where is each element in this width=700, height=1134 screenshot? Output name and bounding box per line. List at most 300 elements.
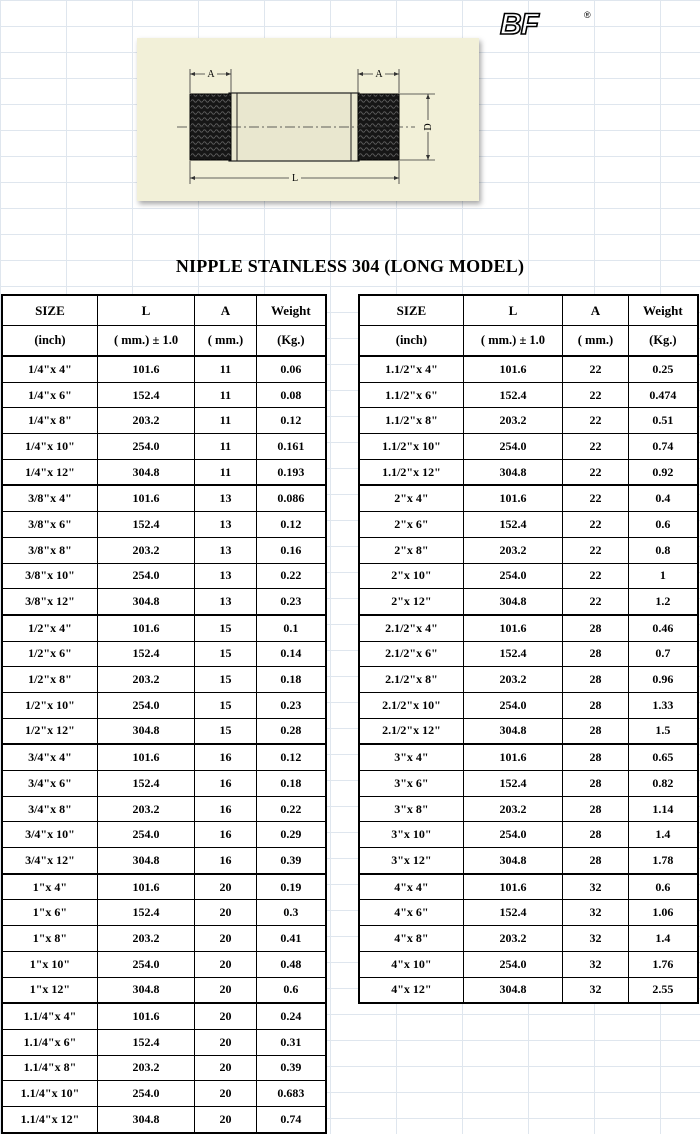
cell-a: 22 xyxy=(563,537,629,563)
label-l: L xyxy=(291,173,299,184)
cell-weight: 0.3 xyxy=(256,900,326,926)
cell-a: 11 xyxy=(195,459,257,485)
cell-length: 304.8 xyxy=(463,718,562,744)
unit-l: ( mm.) ± 1.0 xyxy=(463,326,562,357)
cell-length: 101.6 xyxy=(97,744,194,770)
cell-a: 22 xyxy=(563,356,629,382)
cell-weight: 0.23 xyxy=(256,589,326,615)
cell-length: 152.4 xyxy=(463,771,562,797)
cell-size: 3/4"x 6" xyxy=(2,771,97,797)
cell-length: 254.0 xyxy=(463,692,562,718)
cell-weight: 0.8 xyxy=(628,537,698,563)
label-a-right: A xyxy=(375,69,383,80)
cell-length: 152.4 xyxy=(463,512,562,538)
cell-weight: 0.92 xyxy=(628,459,698,485)
cell-size: 2.1/2"x 10" xyxy=(359,692,463,718)
cell-a: 13 xyxy=(195,537,257,563)
cell-size: 3"x 4" xyxy=(359,744,463,770)
table-row xyxy=(359,434,698,460)
cell-length: 152.4 xyxy=(463,900,562,926)
cell-weight: 0.16 xyxy=(256,537,326,563)
cell-weight: 1.4 xyxy=(628,822,698,848)
cell-size: 3/4"x 4" xyxy=(2,744,97,770)
table-body-right xyxy=(359,356,698,1003)
table-row xyxy=(2,874,326,900)
header-a: A xyxy=(563,295,629,326)
cell-length: 203.2 xyxy=(97,1055,194,1081)
table-body-left xyxy=(2,356,326,1133)
cell-size: 1.1/2"x 4" xyxy=(359,356,463,382)
cell-size: 1.1/4"x 4" xyxy=(2,1003,97,1029)
cell-length: 254.0 xyxy=(463,951,562,977)
cell-a: 11 xyxy=(195,434,257,460)
cell-weight: 0.18 xyxy=(256,771,326,797)
cell-a: 13 xyxy=(195,589,257,615)
cell-length: 203.2 xyxy=(97,926,194,952)
table-row xyxy=(2,537,326,563)
unit-weight: (Kg.) xyxy=(628,326,698,357)
cell-size: 3"x 8" xyxy=(359,796,463,822)
cell-a: 22 xyxy=(563,434,629,460)
cell-length: 152.4 xyxy=(97,771,194,797)
table-header xyxy=(2,295,326,356)
cell-a: 15 xyxy=(195,692,257,718)
cell-size: 1/4"x 6" xyxy=(2,382,97,408)
label-d: D xyxy=(423,123,434,131)
table-row xyxy=(2,408,326,434)
cell-a: 20 xyxy=(195,977,257,1003)
cell-weight: 0.51 xyxy=(628,408,698,434)
nipple-diagram xyxy=(137,38,479,201)
cell-a: 20 xyxy=(195,1055,257,1081)
table-row xyxy=(359,744,698,770)
cell-a: 22 xyxy=(563,589,629,615)
label-a-left: A xyxy=(207,69,215,80)
cell-length: 203.2 xyxy=(463,667,562,693)
cell-size: 1"x 12" xyxy=(2,977,97,1003)
cell-a: 13 xyxy=(195,485,257,511)
cell-weight: 0.65 xyxy=(628,744,698,770)
cell-size: 3"x 6" xyxy=(359,771,463,797)
cell-size: 1/2"x 4" xyxy=(2,615,97,641)
table-row xyxy=(359,408,698,434)
cell-length: 254.0 xyxy=(97,951,194,977)
table-row xyxy=(2,951,326,977)
cell-length: 304.8 xyxy=(97,718,194,744)
cell-size: 2.1/2"x 12" xyxy=(359,718,463,744)
cell-weight: 0.683 xyxy=(256,1081,326,1107)
table-row xyxy=(2,718,326,744)
cell-size: 1"x 8" xyxy=(2,926,97,952)
cell-weight: 0.12 xyxy=(256,744,326,770)
cell-length: 101.6 xyxy=(463,356,562,382)
cell-a: 28 xyxy=(563,822,629,848)
cell-length: 101.6 xyxy=(463,485,562,511)
unit-a: ( mm.) xyxy=(195,326,257,357)
cell-size: 1/2"x 6" xyxy=(2,641,97,667)
cell-weight: 0.19 xyxy=(256,874,326,900)
table-row xyxy=(359,641,698,667)
table-row xyxy=(359,692,698,718)
cell-weight: 2.55 xyxy=(628,977,698,1003)
cell-a: 16 xyxy=(195,744,257,770)
cell-weight: 0.39 xyxy=(256,1055,326,1081)
cell-size: 1/2"x 8" xyxy=(2,667,97,693)
cell-size: 2.1/2"x 6" xyxy=(359,641,463,667)
cell-weight: 0.193 xyxy=(256,459,326,485)
cell-length: 203.2 xyxy=(97,796,194,822)
cell-size: 1/4"x 8" xyxy=(2,408,97,434)
cell-a: 20 xyxy=(195,1106,257,1132)
cell-size: 1.1/4"x 8" xyxy=(2,1055,97,1081)
cell-a: 15 xyxy=(195,641,257,667)
cell-a: 20 xyxy=(195,874,257,900)
logo-text: BF xyxy=(500,8,538,38)
header-weight: Weight xyxy=(256,295,326,326)
cell-a: 22 xyxy=(563,485,629,511)
table-row xyxy=(2,1029,326,1055)
cell-length: 304.8 xyxy=(97,977,194,1003)
cell-a: 32 xyxy=(563,900,629,926)
table-row xyxy=(2,744,326,770)
cell-size: 3/8"x 10" xyxy=(2,563,97,589)
cell-size: 2"x 12" xyxy=(359,589,463,615)
cell-size: 2"x 10" xyxy=(359,563,463,589)
spec-table-left xyxy=(1,294,327,1134)
cell-size: 1/2"x 10" xyxy=(2,692,97,718)
cell-weight: 0.82 xyxy=(628,771,698,797)
cell-length: 304.8 xyxy=(463,977,562,1003)
cell-a: 15 xyxy=(195,615,257,641)
cell-weight: 0.25 xyxy=(628,356,698,382)
table-row xyxy=(359,771,698,797)
cell-a: 16 xyxy=(195,822,257,848)
cell-size: 4"x 8" xyxy=(359,926,463,952)
table-row xyxy=(2,641,326,667)
cell-weight: 0.1 xyxy=(256,615,326,641)
table-row xyxy=(2,771,326,797)
cell-weight: 0.39 xyxy=(256,848,326,874)
cell-weight: 0.29 xyxy=(256,822,326,848)
cell-size: 1.1/2"x 6" xyxy=(359,382,463,408)
cell-length: 254.0 xyxy=(463,822,562,848)
bf-logo xyxy=(498,8,596,38)
cell-weight: 0.12 xyxy=(256,512,326,538)
table-row xyxy=(2,926,326,952)
cell-length: 304.8 xyxy=(97,848,194,874)
cell-weight: 0.4 xyxy=(628,485,698,511)
cell-size: 1/4"x 4" xyxy=(2,356,97,382)
cell-length: 152.4 xyxy=(97,1029,194,1055)
cell-weight: 0.41 xyxy=(256,926,326,952)
cell-length: 101.6 xyxy=(97,874,194,900)
cell-size: 1.1/2"x 8" xyxy=(359,408,463,434)
cell-size: 1.1/4"x 12" xyxy=(2,1106,97,1132)
cell-length: 304.8 xyxy=(463,848,562,874)
cell-length: 152.4 xyxy=(97,512,194,538)
table-row xyxy=(2,1003,326,1029)
cell-size: 1"x 6" xyxy=(2,900,97,926)
cell-length: 254.0 xyxy=(463,434,562,460)
cell-length: 152.4 xyxy=(97,900,194,926)
cell-size: 3/4"x 10" xyxy=(2,822,97,848)
cell-a: 28 xyxy=(563,641,629,667)
cell-weight: 1.33 xyxy=(628,692,698,718)
cell-weight: 0.23 xyxy=(256,692,326,718)
table-row xyxy=(2,1081,326,1107)
cell-a: 28 xyxy=(563,744,629,770)
table-row xyxy=(359,796,698,822)
cell-size: 3/8"x 4" xyxy=(2,485,97,511)
table-row xyxy=(2,848,326,874)
cell-weight: 0.74 xyxy=(628,434,698,460)
table-row xyxy=(2,589,326,615)
table-row xyxy=(2,615,326,641)
header-a: A xyxy=(195,295,257,326)
cell-length: 152.4 xyxy=(463,641,562,667)
cell-length: 304.8 xyxy=(97,459,194,485)
cell-length: 101.6 xyxy=(97,615,194,641)
cell-a: 13 xyxy=(195,563,257,589)
cell-size: 3/4"x 8" xyxy=(2,796,97,822)
cell-length: 101.6 xyxy=(97,485,194,511)
cell-length: 203.2 xyxy=(463,537,562,563)
cell-length: 254.0 xyxy=(97,1081,194,1107)
page-title: NIPPLE STAINLESS 304 (LONG MODEL) xyxy=(175,256,525,276)
header-weight: Weight xyxy=(628,295,698,326)
cell-weight: 0.22 xyxy=(256,796,326,822)
cell-length: 203.2 xyxy=(463,408,562,434)
cell-a: 11 xyxy=(195,408,257,434)
cell-weight: 1.2 xyxy=(628,589,698,615)
table-row xyxy=(359,667,698,693)
cell-size: 2.1/2"x 8" xyxy=(359,667,463,693)
cell-weight: 0.086 xyxy=(256,485,326,511)
table-row xyxy=(359,718,698,744)
cell-size: 1"x 4" xyxy=(2,874,97,900)
table-row xyxy=(2,692,326,718)
table-row xyxy=(2,563,326,589)
cell-weight: 1.06 xyxy=(628,900,698,926)
cell-weight: 1.78 xyxy=(628,848,698,874)
cell-a: 11 xyxy=(195,356,257,382)
cell-a: 28 xyxy=(563,692,629,718)
table-row xyxy=(2,512,326,538)
cell-weight: 1.4 xyxy=(628,926,698,952)
cell-size: 1"x 10" xyxy=(2,951,97,977)
table-row xyxy=(359,615,698,641)
table-row xyxy=(2,382,326,408)
cell-a: 28 xyxy=(563,771,629,797)
cell-a: 20 xyxy=(195,1003,257,1029)
table-row xyxy=(359,926,698,952)
cell-size: 4"x 12" xyxy=(359,977,463,1003)
cell-a: 20 xyxy=(195,951,257,977)
spec-table-right xyxy=(358,294,699,1004)
cell-size: 1/2"x 12" xyxy=(2,718,97,744)
cell-length: 254.0 xyxy=(97,822,194,848)
table-row xyxy=(2,356,326,382)
header-l: L xyxy=(97,295,194,326)
cell-size: 3/8"x 6" xyxy=(2,512,97,538)
table-row xyxy=(2,977,326,1003)
cell-a: 22 xyxy=(563,512,629,538)
cell-a: 20 xyxy=(195,900,257,926)
table-row xyxy=(2,822,326,848)
table-row xyxy=(359,874,698,900)
table-row xyxy=(359,951,698,977)
bf-logo-graphic xyxy=(498,8,596,38)
cell-a: 22 xyxy=(563,459,629,485)
cell-weight: 0.12 xyxy=(256,408,326,434)
cell-a: 22 xyxy=(563,382,629,408)
cell-length: 203.2 xyxy=(463,926,562,952)
table-row xyxy=(2,434,326,460)
cell-a: 28 xyxy=(563,848,629,874)
registered-mark: ® xyxy=(584,10,591,20)
cell-a: 16 xyxy=(195,771,257,797)
cell-a: 15 xyxy=(195,718,257,744)
cell-size: 3/8"x 12" xyxy=(2,589,97,615)
cell-weight: 0.31 xyxy=(256,1029,326,1055)
cell-a: 22 xyxy=(563,408,629,434)
cell-weight: 0.24 xyxy=(256,1003,326,1029)
table-row xyxy=(2,1055,326,1081)
cell-weight: 0.6 xyxy=(628,512,698,538)
cell-size: 1.1/4"x 6" xyxy=(2,1029,97,1055)
nipple-drawing xyxy=(137,38,479,201)
cell-weight: 0.6 xyxy=(628,874,698,900)
cell-a: 11 xyxy=(195,382,257,408)
cell-size: 3"x 10" xyxy=(359,822,463,848)
cell-a: 20 xyxy=(195,1029,257,1055)
cell-length: 254.0 xyxy=(97,692,194,718)
cell-length: 203.2 xyxy=(97,667,194,693)
cell-length: 101.6 xyxy=(463,615,562,641)
cell-length: 304.8 xyxy=(97,1106,194,1132)
cell-weight: 0.08 xyxy=(256,382,326,408)
cell-a: 28 xyxy=(563,667,629,693)
table-row xyxy=(2,796,326,822)
table-row xyxy=(359,485,698,511)
cell-length: 101.6 xyxy=(463,874,562,900)
table-row xyxy=(359,563,698,589)
cell-weight: 1.14 xyxy=(628,796,698,822)
unit-weight: (Kg.) xyxy=(256,326,326,357)
cell-weight: 0.161 xyxy=(256,434,326,460)
header-size: SIZE xyxy=(359,295,463,326)
unit-a: ( mm.) xyxy=(563,326,629,357)
cell-a: 28 xyxy=(563,796,629,822)
cell-weight: 0.14 xyxy=(256,641,326,667)
table-row xyxy=(359,822,698,848)
cell-length: 203.2 xyxy=(463,796,562,822)
cell-size: 1/4"x 10" xyxy=(2,434,97,460)
cell-size: 2"x 4" xyxy=(359,485,463,511)
cell-weight: 0.28 xyxy=(256,718,326,744)
cell-weight: 0.7 xyxy=(628,641,698,667)
table-header xyxy=(359,295,698,356)
cell-a: 28 xyxy=(563,615,629,641)
cell-length: 152.4 xyxy=(463,382,562,408)
table-row xyxy=(359,537,698,563)
cell-a: 16 xyxy=(195,796,257,822)
header-l: L xyxy=(463,295,562,326)
table-row xyxy=(359,382,698,408)
cell-size: 1/4"x 12" xyxy=(2,459,97,485)
cell-a: 20 xyxy=(195,1081,257,1107)
cell-a: 32 xyxy=(563,926,629,952)
cell-length: 101.6 xyxy=(463,744,562,770)
cell-length: 203.2 xyxy=(97,537,194,563)
table-row xyxy=(2,459,326,485)
cell-weight: 1.5 xyxy=(628,718,698,744)
cell-size: 3"x 12" xyxy=(359,848,463,874)
cell-weight: 0.48 xyxy=(256,951,326,977)
unit-size: (inch) xyxy=(359,326,463,357)
cell-weight: 0.18 xyxy=(256,667,326,693)
cell-length: 304.8 xyxy=(463,459,562,485)
cell-a: 32 xyxy=(563,874,629,900)
cell-weight: 0.06 xyxy=(256,356,326,382)
cell-a: 20 xyxy=(195,926,257,952)
cell-length: 152.4 xyxy=(97,382,194,408)
cell-size: 2"x 6" xyxy=(359,512,463,538)
cell-a: 32 xyxy=(563,977,629,1003)
cell-length: 254.0 xyxy=(97,434,194,460)
cell-size: 3/8"x 8" xyxy=(2,537,97,563)
cell-a: 16 xyxy=(195,848,257,874)
cell-length: 304.8 xyxy=(97,589,194,615)
cell-weight: 0.22 xyxy=(256,563,326,589)
cell-a: 15 xyxy=(195,667,257,693)
cell-size: 3/4"x 12" xyxy=(2,848,97,874)
table-row xyxy=(359,977,698,1003)
header-size: SIZE xyxy=(2,295,97,326)
unit-size: (inch) xyxy=(2,326,97,357)
table-row xyxy=(359,459,698,485)
table-row xyxy=(359,356,698,382)
cell-length: 101.6 xyxy=(97,1003,194,1029)
cell-length: 254.0 xyxy=(463,563,562,589)
cell-size: 2"x 8" xyxy=(359,537,463,563)
cell-weight: 0.474 xyxy=(628,382,698,408)
cell-weight: 0.46 xyxy=(628,615,698,641)
table-row xyxy=(2,485,326,511)
cell-size: 4"x 10" xyxy=(359,951,463,977)
cell-size: 4"x 4" xyxy=(359,874,463,900)
cell-length: 203.2 xyxy=(97,408,194,434)
table-row xyxy=(359,900,698,926)
cell-length: 254.0 xyxy=(97,563,194,589)
cell-weight: 0.74 xyxy=(256,1106,326,1132)
cell-a: 28 xyxy=(563,718,629,744)
table-row xyxy=(2,900,326,926)
cell-a: 13 xyxy=(195,512,257,538)
cell-size: 1.1/4"x 10" xyxy=(2,1081,97,1107)
cell-weight: 1.76 xyxy=(628,951,698,977)
cell-a: 22 xyxy=(563,563,629,589)
table-row xyxy=(359,589,698,615)
cell-a: 32 xyxy=(563,951,629,977)
cell-size: 1.1/2"x 10" xyxy=(359,434,463,460)
cell-length: 101.6 xyxy=(97,356,194,382)
cell-length: 304.8 xyxy=(463,589,562,615)
table-row xyxy=(359,848,698,874)
unit-l: ( mm.) ± 1.0 xyxy=(97,326,194,357)
table-row xyxy=(359,512,698,538)
table-row xyxy=(2,667,326,693)
